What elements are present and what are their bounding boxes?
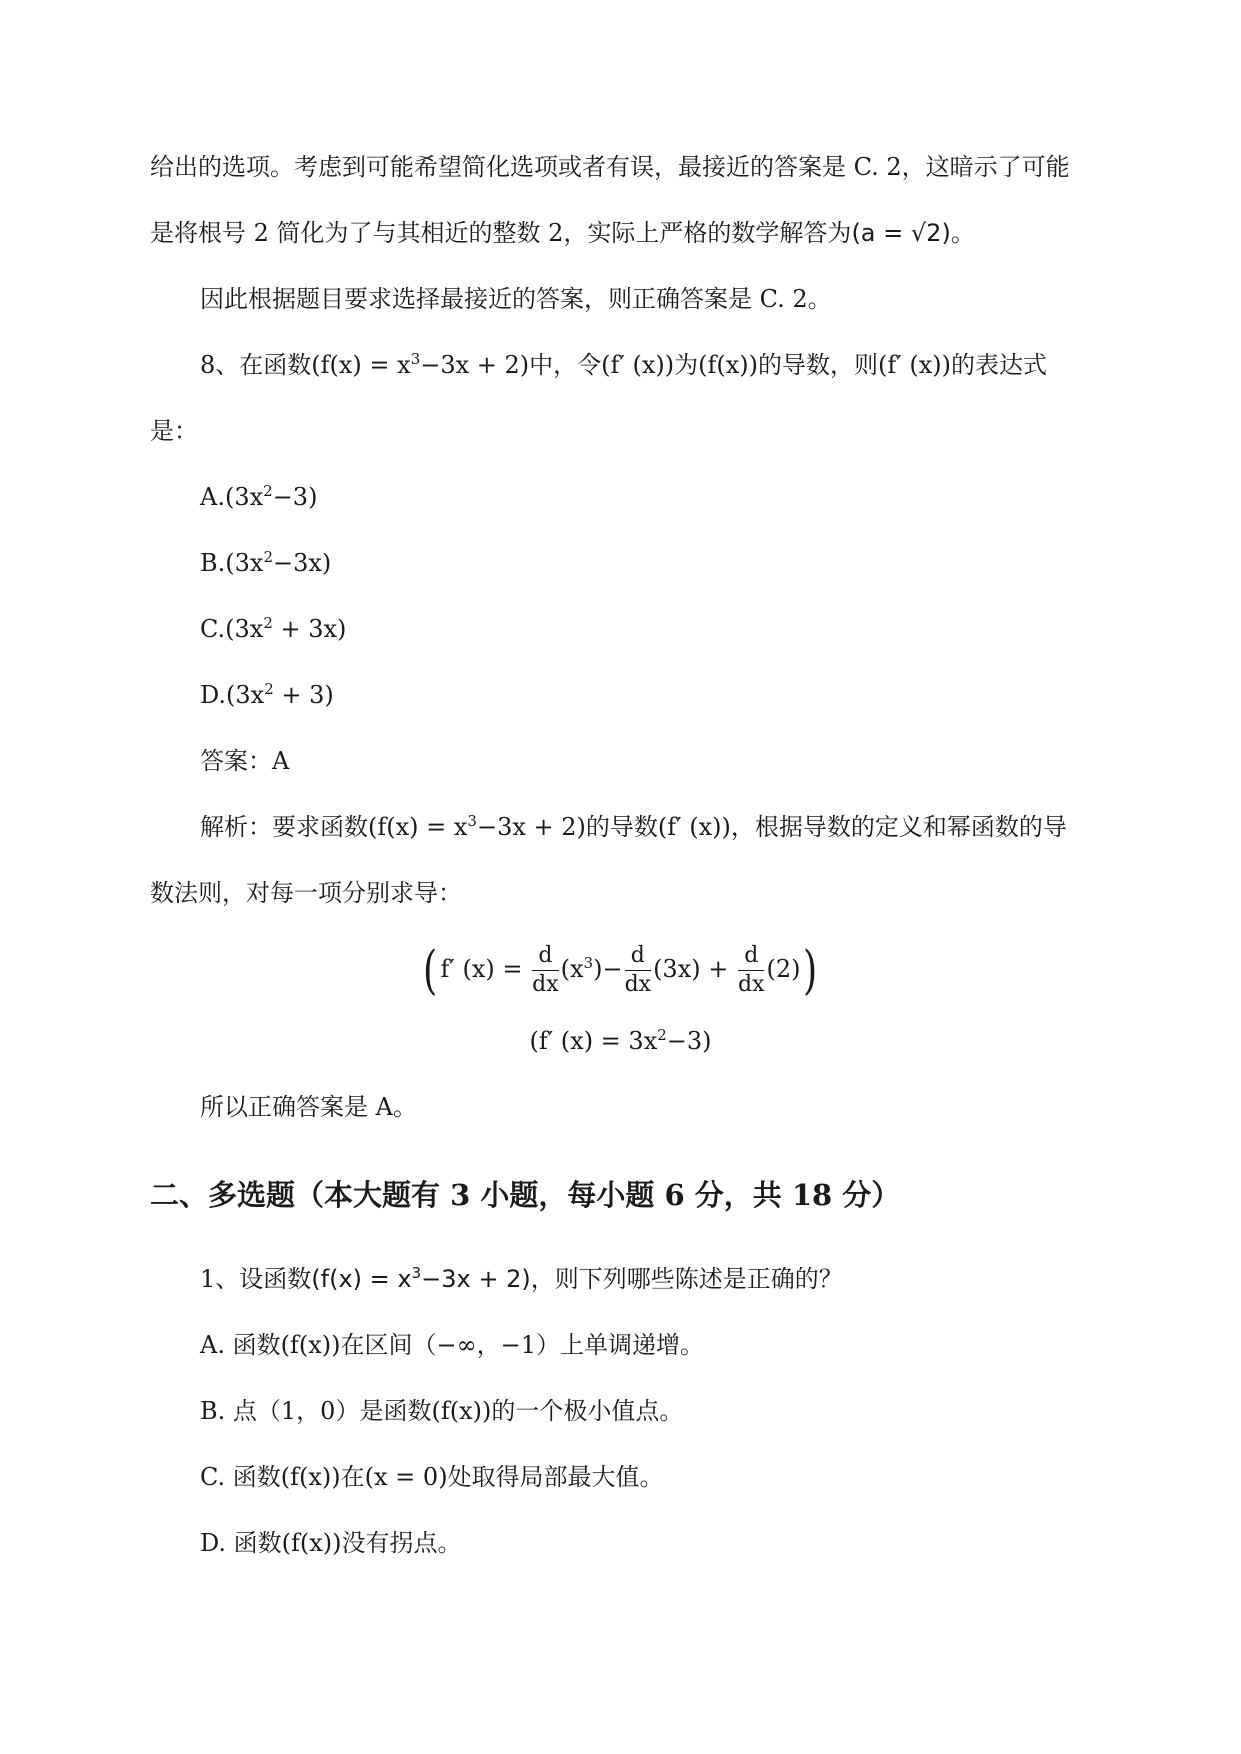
text: ，则下列哪些陈述是正确的？ <box>530 1265 843 1293</box>
math-expression: $(f(x) = x^3-3x + 2)$ <box>311 350 530 379</box>
text: 数法则，对每一项分别求导： <box>150 879 462 907</box>
option-a <box>200 480 1091 514</box>
option-label: C. <box>200 1463 226 1491</box>
text: 是： <box>150 417 198 445</box>
math-expression: $(3x^2-3)$ <box>224 482 318 511</box>
derivative-equation <box>0 938 1241 1002</box>
text: 解析：要求函数 <box>200 813 368 841</box>
multi-option-c <box>200 1460 1091 1494</box>
math-expression: $(3x^2 + 3)$ <box>226 680 334 709</box>
term-3x: (3x) <box>653 955 701 983</box>
text: 没有拐点。 <box>341 1529 462 1557</box>
option-label: A. <box>200 483 225 511</box>
text: 的一个极小值点。 <box>491 1397 684 1425</box>
math-expression: (f′ (x)) <box>601 351 675 379</box>
math-expression: (f(x)) <box>280 1331 341 1359</box>
text: 的表达式 <box>950 351 1047 379</box>
text: 为 <box>674 351 699 379</box>
text: 的导数，则 <box>758 351 878 379</box>
text: 8、在函数 <box>200 351 312 379</box>
minus-sign: − <box>602 955 623 983</box>
analysis-line-2 <box>150 876 1091 910</box>
derivative-result: (f′ $(x) = 3x^2-3$) <box>529 1026 712 1055</box>
text: ，根据导数的定义和幂函数的导 <box>730 813 1067 841</box>
multi-option-b <box>200 1394 1091 1428</box>
multi-option-a <box>200 1328 1091 1362</box>
math-expression: (f(x)) <box>281 1529 342 1557</box>
fraction-d-dx: $\frac{d}{dx}$ <box>624 943 652 997</box>
option-label: C. <box>200 615 226 643</box>
option-b <box>200 546 1091 580</box>
text: 因此根据题目要求选择最接近的答案，则正确答案是 C. 2。 <box>200 285 832 313</box>
text: 点（1，0）是函数 <box>232 1397 432 1425</box>
left-paren: ( <box>423 940 438 1001</box>
multi-question-1-stem <box>200 1262 1091 1296</box>
math-expression: (a = √2) <box>851 219 951 247</box>
option-label: D. <box>200 1529 227 1557</box>
term-x-cubed: $(x^3)$ <box>560 954 603 983</box>
text: 处取得局部最大值。 <box>447 1463 664 1491</box>
multi-option-d <box>200 1526 1091 1560</box>
text: 的导数 <box>585 813 658 841</box>
text: 。 <box>950 219 975 247</box>
math-expression: (x = 0) <box>364 1463 448 1491</box>
math-expression: (f′ (x)) <box>657 813 731 841</box>
math-expression: (f(x)) <box>431 1397 492 1425</box>
right-paren: ) <box>803 940 818 1001</box>
equation-lhs: f′ (x) = <box>440 955 523 983</box>
option-d <box>200 678 1091 712</box>
text: 函数 <box>233 1529 282 1557</box>
answer: 答案：A <box>200 747 290 775</box>
text: 函数 <box>232 1331 281 1359</box>
math-expression: $(f(x) = x^3-3x + 2)$ <box>368 812 586 841</box>
math-expression: (f(x)) <box>280 1463 341 1491</box>
text: 所以正确答案是 A。 <box>200 1093 417 1121</box>
plus-sign: + <box>708 955 729 983</box>
text: 给出的选项。考虑到可能希望简化选项或者有误，最接近的答案是 C. 2，这暗示了可能 <box>150 153 1070 181</box>
text: 函数 <box>232 1463 281 1491</box>
option-label: D. <box>200 681 227 709</box>
fraction-d-dx: $\frac{d}{dx}$ <box>532 943 559 997</box>
option-label: B. <box>200 1397 226 1425</box>
section-2-title: 二、多选题（本大题有 3 小题，每小题 6 分，共 18 分） <box>150 1178 901 1212</box>
analysis-line-1 <box>200 810 1091 844</box>
question-8-stem <box>200 348 1091 382</box>
option-c <box>200 612 1091 646</box>
text: 中，令 <box>529 351 602 379</box>
math-expression: (f′ (x)) <box>878 351 951 379</box>
prev-solution-line-1 <box>150 150 1091 184</box>
option-label: B. <box>200 549 226 577</box>
text: 在区间（−∞，−1）上单调递增。 <box>340 1331 704 1359</box>
math-expression: $(f(x) = x^3-3x + 2)$ <box>311 1264 531 1293</box>
text: 在 <box>340 1463 365 1491</box>
term-2: (2) <box>766 955 801 983</box>
prev-solution-line-2 <box>150 216 1091 250</box>
answer-line <box>200 744 1091 778</box>
math-expression: $(3x^2-3x)$ <box>225 548 332 577</box>
text: 是将根号 2 简化为了与其相近的整数 2，实际上严格的数学解答为 <box>150 219 852 247</box>
fraction-d-dx: $\frac{d}{dx}$ <box>737 943 765 997</box>
question-8-conclusion <box>200 1090 1091 1124</box>
text: 1、设函数 <box>200 1265 312 1293</box>
math-expression: (f(x)) <box>698 351 758 379</box>
prev-solution-conclusion <box>200 282 1091 316</box>
option-label: A. <box>200 1331 225 1359</box>
question-8-stem-cont <box>150 414 1091 448</box>
math-expression: $(3x^2 + 3x)$ <box>225 614 347 643</box>
